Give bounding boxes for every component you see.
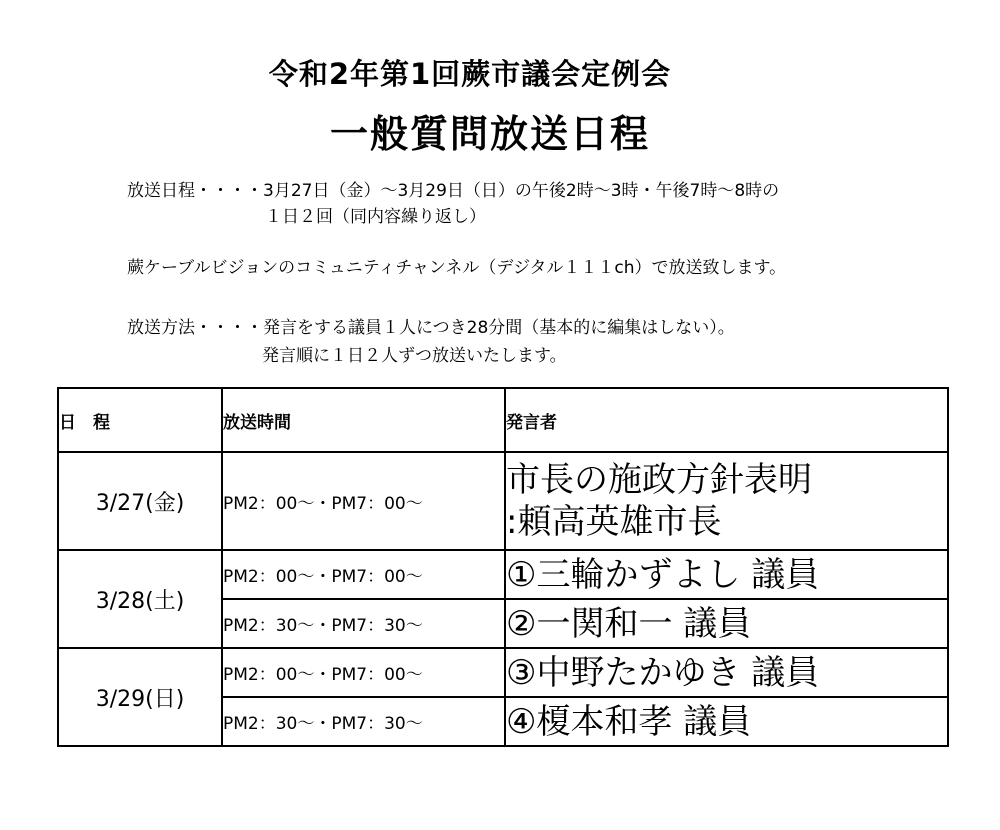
header-speaker: 発言者 (505, 388, 948, 452)
time-cell: PM2：00～・PM7：00～ (222, 550, 505, 599)
table-row (58, 550, 948, 599)
page-subtitle: 一般質問放送日程 (329, 112, 650, 156)
speaker-cell (505, 452, 948, 550)
speaker-cell: ①三輪かずよし 議員 (505, 550, 948, 599)
header-date: 日 程 (58, 388, 222, 452)
time-cell: PM2：30～・PM7：30～ (222, 599, 505, 648)
schedule-table (57, 387, 949, 747)
time-cell: PM2：00～・PM7：00～ (222, 452, 505, 550)
date-cell: 3/28(土) (58, 550, 222, 648)
page-title: 令和2年第1回蕨市議会定例会 (268, 57, 672, 91)
channel-text: 蕨ケーブルビジョンのコミュニティチャンネル（デジタル１１１ch）で放送致します。 (127, 258, 787, 278)
table-row (58, 648, 948, 697)
date-cell: 3/29(日) (58, 648, 222, 746)
header-time: 放送時間 (222, 388, 505, 452)
speaker-cell: ④榎本和孝 議員 (505, 697, 948, 746)
speaker-cell: ②一関和一 議員 (505, 599, 948, 648)
speaker-cell: ③中野たかゆき 議員 (505, 648, 948, 697)
speaker-line: :頼高英雄市長 (506, 502, 722, 542)
table-header-row (58, 388, 948, 452)
broadcast-method-text-cont: 発言順に１日２人ずつ放送いたします。 (262, 346, 567, 366)
broadcast-schedule-text: 放送日程・・・・3月27日（金）～3月29日（日）の午後2時～3時・午後7時～8時の (127, 181, 780, 201)
broadcast-method-text: 放送方法・・・・発言をする議員１人につき28分間（基本的に編集はしない）。 (127, 318, 735, 338)
table-row (58, 452, 948, 550)
time-cell: PM2：00～・PM7：00～ (222, 648, 505, 697)
date-cell: 3/27(金) (58, 452, 222, 550)
time-cell: PM2：30～・PM7：30～ (222, 697, 505, 746)
broadcast-schedule-text-cont: １日２回（同内容繰り返し） (265, 207, 486, 227)
speaker-line: 市長の施政方針表明 (506, 460, 812, 500)
